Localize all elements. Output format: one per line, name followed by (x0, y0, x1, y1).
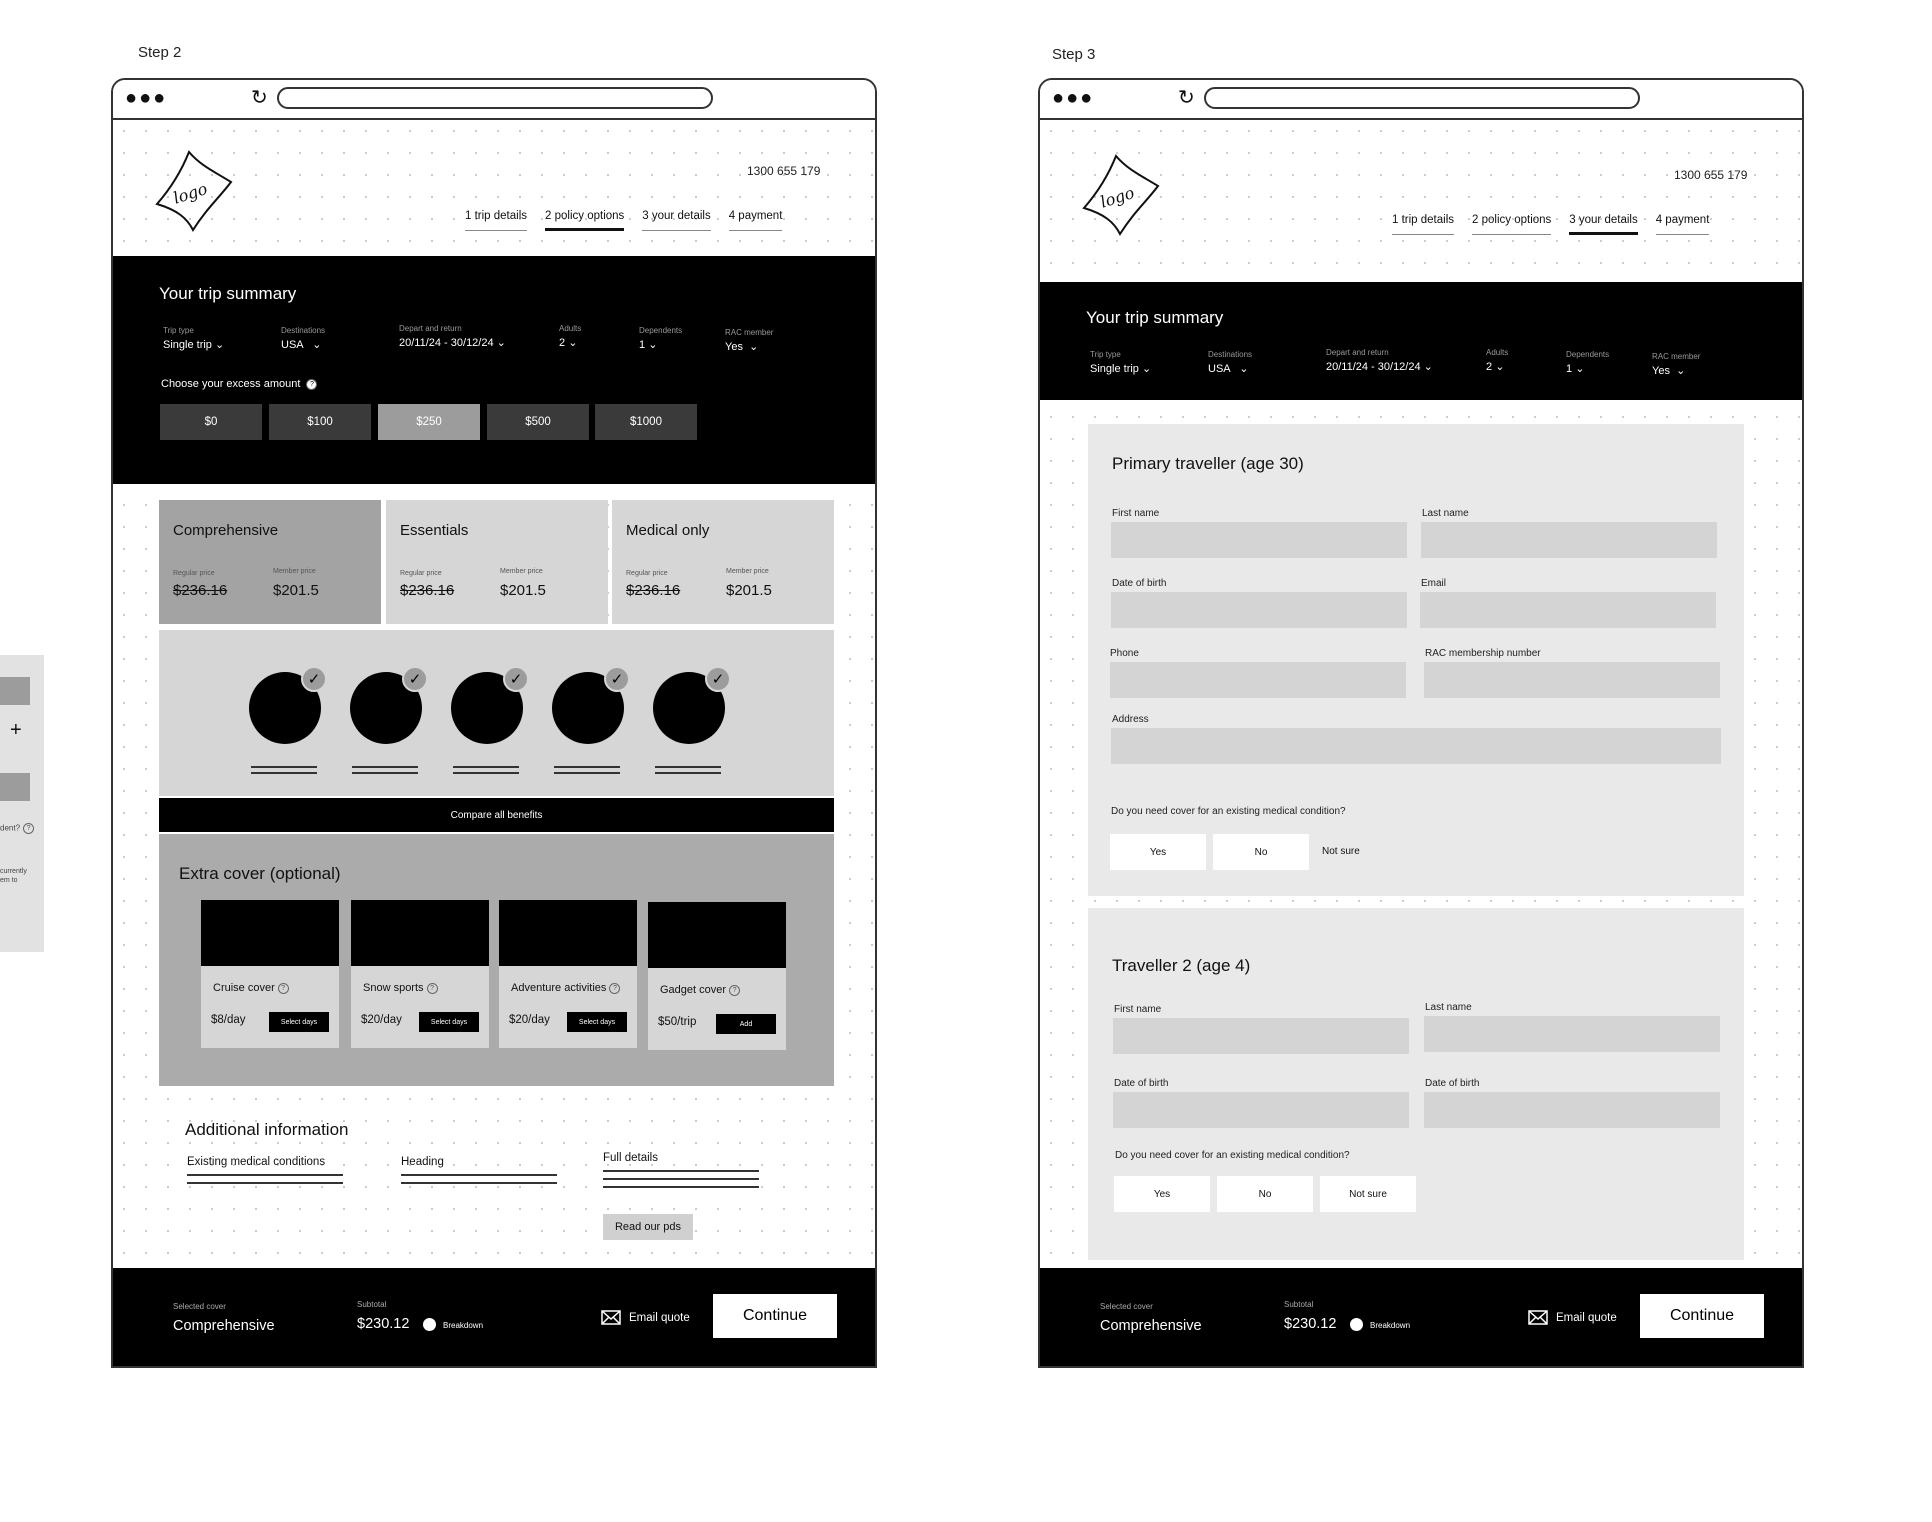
excess-label: Choose your excess amount ? (161, 378, 317, 390)
help-icon: ? (609, 983, 620, 994)
rac-membership-input[interactable] (1424, 662, 1720, 698)
browser-toolbar (113, 80, 875, 120)
compare-benefits-button[interactable]: Compare all benefits (159, 798, 834, 832)
primary-traveller-title: Primary traveller (age 30) (1112, 454, 1304, 473)
window-controls-icon[interactable]: ●●● (1052, 87, 1095, 109)
reload-icon[interactable]: ↻ (251, 87, 268, 109)
adults-select[interactable]: Adults 2 ⌄ (1486, 348, 1509, 373)
check-icon: ✓ (604, 666, 630, 692)
destinations-select[interactable]: Destinations USA ⌄ (1208, 350, 1253, 375)
chevron-down-icon: ⌄ (1239, 363, 1249, 375)
check-icon: ✓ (705, 666, 731, 692)
email-quote-button[interactable]: Email quote (601, 1310, 690, 1325)
snow-sports-image (351, 900, 489, 966)
t2-medical-condition-question: Do you need cover for an existing medical condition? (1115, 1150, 1350, 1161)
cruise-image (201, 900, 339, 966)
chevron-down-icon: ⌄ (214, 339, 225, 351)
page-content (113, 120, 875, 1366)
check-icon: ✓ (402, 666, 428, 692)
step-3-label: Step 3 (1052, 46, 1096, 63)
check-icon: ✓ (503, 666, 529, 692)
subtotal-value: $230.12 (357, 1316, 410, 1332)
phone-number[interactable]: 1300 655 179 (747, 164, 821, 178)
excess-option-1000[interactable]: $1000 (595, 404, 697, 440)
additional-info-title: Additional information (185, 1120, 349, 1139)
envelope-icon (1528, 1310, 1548, 1325)
chevron-down-icon: ⌄ (749, 341, 759, 353)
breakdown-toggle[interactable] (1350, 1318, 1363, 1331)
phone-input[interactable] (1110, 662, 1406, 698)
info-column-full-details[interactable]: Full details (603, 1152, 658, 1164)
step-payment[interactable]: 4 payment (1656, 214, 1710, 235)
info-column-heading[interactable]: Heading (401, 1156, 444, 1168)
browser-frame-step3 (1038, 78, 1804, 1368)
t2-medical-no-button[interactable]: No (1217, 1176, 1313, 1212)
trip-type-select[interactable]: Trip type Single trip ⌄ (1090, 350, 1152, 375)
selected-cover-value: Comprehensive (173, 1318, 275, 1334)
url-bar[interactable] (277, 87, 713, 109)
help-icon: ? (306, 379, 317, 390)
reload-icon[interactable]: ↻ (1178, 87, 1195, 109)
chevron-down-icon: ⌄ (568, 337, 578, 349)
progress-steps (465, 210, 782, 231)
extra-cover-card: Cruise cover ? $8/day Select days (201, 900, 339, 1048)
first-name-input[interactable] (1111, 522, 1407, 558)
chevron-down-icon: ⌄ (1423, 361, 1433, 373)
extra-cover-panel (159, 834, 834, 1086)
window-controls-icon[interactable]: ●●● (125, 87, 168, 109)
offscreen-panel-fragment (0, 655, 44, 952)
plus-icon[interactable]: + (10, 719, 22, 741)
fragment-block (0, 773, 30, 801)
svg-text:logo: logo (1097, 182, 1137, 212)
chevron-down-icon: ⌄ (312, 339, 322, 351)
trip-summary (113, 256, 875, 484)
t2-date-of-birth-input[interactable] (1113, 1092, 1409, 1128)
excess-option-250[interactable]: $250 (378, 404, 480, 440)
chevron-down-icon: ⌄ (1575, 363, 1585, 375)
info-column-medical[interactable]: Existing medical conditions (187, 1156, 326, 1168)
medical-no-button[interactable]: No (1213, 834, 1309, 870)
select-days-button[interactable]: Select days (269, 1012, 329, 1032)
chevron-down-icon: ⌄ (1141, 363, 1152, 375)
extra-cover-title: Extra cover (optional) (179, 864, 341, 883)
fragment-text: currently em to (0, 868, 27, 884)
t2-date-of-birth-2-input[interactable] (1424, 1092, 1720, 1128)
t2-medical-not-sure-button[interactable]: Not sure (1320, 1176, 1416, 1212)
step-your-details[interactable]: 3 your details (642, 210, 710, 231)
gadget-image (648, 902, 786, 968)
dependents-select[interactable]: Dependents 1 ⌄ (1566, 350, 1610, 375)
summary-title: Your trip summary (1086, 308, 1224, 327)
page-content (1040, 120, 1802, 1366)
dates-select[interactable]: Depart and return 20/11/24 - 30/12/24 ⌄ (399, 324, 506, 349)
help-icon: ? (729, 985, 740, 996)
continue-button[interactable]: Continue (1640, 1294, 1764, 1338)
add-button[interactable]: Add (716, 1014, 776, 1034)
logo[interactable] (153, 148, 235, 239)
medical-condition-question: Do you need cover for an existing medical condition? (1111, 806, 1346, 817)
policy-card-medical-only[interactable]: Medical only Regular price $236.16 Member price $201.5 (612, 500, 834, 624)
step-payment[interactable]: 4 payment (729, 210, 783, 231)
extra-cover-card: Gadget cover ? $50/trip Add (648, 902, 786, 1050)
excess-option-0[interactable]: $0 (160, 404, 262, 440)
fragment-block (0, 677, 30, 705)
envelope-icon (601, 1310, 621, 1325)
step-policy-options[interactable]: 2 policy options (1472, 214, 1551, 235)
excess-option-100[interactable]: $100 (269, 404, 371, 440)
traveller-2-title: Traveller 2 (age 4) (1112, 956, 1251, 975)
adults-select[interactable]: Adults 2 ⌄ (559, 324, 582, 349)
address-input[interactable] (1111, 728, 1721, 764)
help-icon: ? (278, 983, 289, 994)
last-name-input[interactable] (1421, 522, 1717, 558)
trip-summary (1040, 282, 1802, 400)
policy-card-essentials[interactable]: Essentials Regular price $236.16 Member price $201.5 (386, 500, 608, 624)
benefits-panel (159, 630, 834, 796)
rac-member-select[interactable]: RAC member Yes ⌄ (1652, 352, 1701, 377)
progress-steps (1392, 214, 1709, 235)
destinations-select[interactable]: Destinations USA ⌄ (281, 326, 326, 351)
svg-text:logo: logo (170, 178, 210, 208)
sticky-footer: Selected cover Comprehensive Subtotal $230.12 Breakdown Email quote Continue (1040, 1268, 1802, 1366)
t2-first-name-input[interactable] (1113, 1018, 1409, 1054)
step-2-label: Step 2 (138, 44, 182, 61)
trip-type-select[interactable]: Trip type Single trip ⌄ (163, 326, 225, 351)
email-input[interactable] (1420, 592, 1716, 628)
dependents-select[interactable]: Dependents 1 ⌄ (639, 326, 683, 351)
summary-title: Your trip summary (159, 284, 297, 303)
step-trip-details[interactable]: 1 trip details (1392, 214, 1454, 235)
step-trip-details[interactable]: 1 trip details (465, 210, 527, 231)
primary-traveller-form: Primary traveller (age 30) First name Last name Date of birth Email Phone RAC membership number Address Do you need cover for an existing medical condition? Yes No Not sure (1088, 424, 1744, 896)
medical-not-sure-option[interactable]: Not sure (1322, 846, 1360, 857)
chevron-down-icon: ⌄ (1495, 361, 1505, 373)
read-pds-button[interactable]: Read our pds (603, 1214, 693, 1240)
browser-toolbar (1040, 80, 1802, 120)
check-icon: ✓ (301, 666, 327, 692)
t2-last-name-input[interactable] (1424, 1016, 1720, 1052)
chevron-down-icon: ⌄ (496, 337, 506, 349)
help-icon: ? (427, 983, 438, 994)
dates-select[interactable]: Depart and return 20/11/24 - 30/12/24 ⌄ (1326, 348, 1433, 373)
chevron-down-icon: ⌄ (648, 339, 658, 351)
t2-medical-yes-button[interactable]: Yes (1114, 1176, 1210, 1212)
date-of-birth-input[interactable] (1111, 592, 1407, 628)
select-days-button[interactable]: Select days (419, 1012, 479, 1032)
rac-member-select[interactable]: RAC member Yes ⌄ (725, 328, 774, 353)
excess-option-500[interactable]: $500 (487, 404, 589, 440)
selected-cover-value: Comprehensive (1100, 1318, 1202, 1334)
policy-card-comprehensive[interactable]: Comprehensive Regular price $236.16 Member price $201.5 (159, 500, 381, 624)
extra-cover-card: Snow sports ? $20/day Select days (351, 900, 489, 1048)
continue-button[interactable]: Continue (713, 1294, 837, 1338)
select-days-button[interactable]: Select days (567, 1012, 627, 1032)
email-quote-button[interactable]: Email quote (1528, 1310, 1617, 1325)
step-policy-options[interactable]: 2 policy options (545, 210, 624, 231)
step-your-details[interactable]: 3 your details (1569, 214, 1637, 235)
subtotal-value: $230.12 (1284, 1316, 1337, 1332)
traveller-2-form: Traveller 2 (age 4) First name Last name Date of birth Date of birth Do you need cover for an existing medical condition? Yes No Not sure (1088, 908, 1744, 1260)
extra-cover-card: Adventure activities ? $20/day Select days (499, 900, 637, 1048)
chevron-down-icon: ⌄ (1676, 365, 1686, 377)
phone-number[interactable]: 1300 655 179 (1674, 168, 1748, 182)
medical-yes-button[interactable]: Yes (1110, 834, 1206, 870)
fragment-text: dent? ? (0, 823, 34, 834)
url-bar[interactable] (1204, 87, 1640, 109)
sticky-footer: Selected cover Comprehensive Subtotal $230.12 Breakdown Email quote Continue (113, 1268, 875, 1366)
adventure-image (499, 900, 637, 966)
logo[interactable] (1080, 152, 1162, 243)
browser-frame-step2 (111, 78, 877, 1368)
breakdown-toggle[interactable] (423, 1318, 436, 1331)
